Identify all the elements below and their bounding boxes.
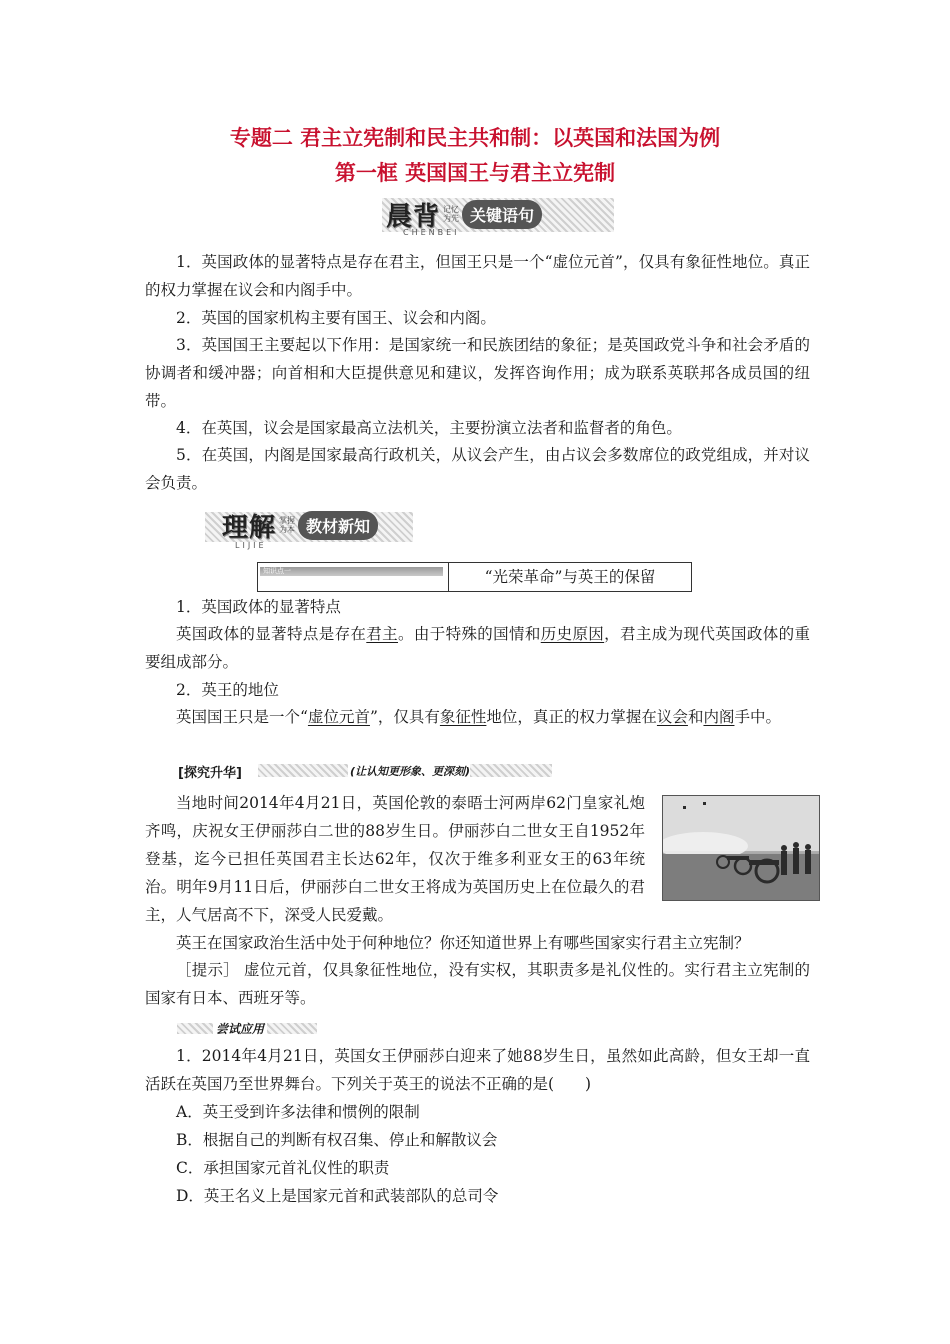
banner-sub: CHENBEI	[403, 228, 460, 237]
explore-hint: (让认知更形象、更深刻)	[350, 765, 471, 778]
key-point: 1．英国政体的显著特点是存在君主，但国王只是一个“虚位元首”，仅具有象征性地位。真正的权力掌握在议会和内阁手中。	[145, 253, 810, 299]
question-text: 英王在国家政治生活中处于何种地位？你还知道世界上有哪些国家实行君主立宪制？	[176, 934, 750, 952]
section-heading: 1．英国政体的显著特点	[176, 598, 341, 616]
banner-small-text: 记忆 为先	[443, 205, 460, 223]
banner-sub: LIJIE	[235, 541, 267, 550]
key-point: 3．英国国王主要起以下作用：是国家统一和民族团结的象征；是英国政党斗争和社会矛盾的协调者和缓冲器；向首相和大臣提供意见和建议，发挥咨询作用；成为联系英联邦各成员国的纽带。	[145, 336, 810, 410]
banner-pill: 关键语句	[462, 200, 542, 229]
section-body: 英国国王只是一个“虚位元首”，仅具有象征性地位，真正的权力掌握在议会和内阁手中。	[176, 708, 781, 726]
label-strip	[258, 764, 348, 777]
banner-big-text: 晨背	[386, 201, 441, 232]
section-heading: 2．英王的地位	[176, 681, 279, 699]
key-point: 5．在英国，内阁是国家最高行政机关，从议会产生，由占议会多数席位的政党组成，并对议会负责。	[145, 446, 810, 492]
option-c: C．承担国家元首礼仪性的职责	[176, 1159, 390, 1177]
question-1: 1．2014年4月21日，英国女王伊丽莎白迎来了她88岁生日，虽然如此高龄，但女王却一直活跃在英国乃至世界舞台。下列关于英王的说法不正确的是( )	[145, 1047, 810, 1093]
explore-text: 当地时间2014年4月21日，英国伦敦的泰晤士河两岸62门皇家礼炮齐鸣，庆祝女王伊丽莎白二世的88岁生日。伊丽莎白二世女王自1952年登基，迄今已担任英国君主长达62年，仅次于维多利亚女王的63年统治。明年9月11日后，伊丽莎白二世女王将成为英国历史上在位最久的君主，人气居高不下，深受人民爱戴。	[145, 794, 645, 924]
explore-label: [探究升华]	[178, 766, 242, 781]
option-b: B．根据自己的判断有权召集、停止和解散议会	[176, 1131, 498, 1149]
knowledge-box	[257, 562, 692, 592]
banner-lijie	[222, 507, 378, 543]
practice-label: 尝试应用	[213, 1020, 267, 1037]
banner-pill: 教材新知	[298, 511, 378, 540]
knowledge-title: “光荣革命”与英王的保留	[484, 568, 656, 586]
page-title: 专题二 君主立宪制和民主共和制：以英国和法国为例	[229, 126, 721, 150]
banner-small-text: 掌握 为本	[279, 516, 296, 534]
key-point: 4．在英国，议会是国家最高立法机关，主要扮演立法者和监督者的角色。	[176, 419, 682, 437]
banner-big-text: 理解	[222, 512, 277, 543]
hint-text: ［提示］ 虚位元首，仅具象征性地位，没有实权，其职责多是礼仪性的。实行君主立宪制的国家有日本、西班牙等。	[145, 961, 810, 1007]
page-subtitle: 第一框 英国国王与君主立宪制	[334, 161, 616, 185]
section-body: 英国政体的显著特点是存在君主。由于特殊的国情和历史原因，君主成为现代英国政体的重要组成部分。	[145, 625, 810, 671]
cannon-salute-photo	[662, 795, 820, 901]
knowledge-tag: 知识点一	[260, 567, 443, 576]
key-point: 2．英国的国家机构主要有国王、议会和内阁。	[176, 309, 496, 327]
option-a: A．英王受到许多法律和惯例的限制	[176, 1103, 420, 1121]
banner-chenbei	[386, 196, 542, 232]
label-strip	[470, 764, 552, 777]
option-d: D．英王名义上是国家元首和武装部队的总司令	[176, 1187, 499, 1205]
